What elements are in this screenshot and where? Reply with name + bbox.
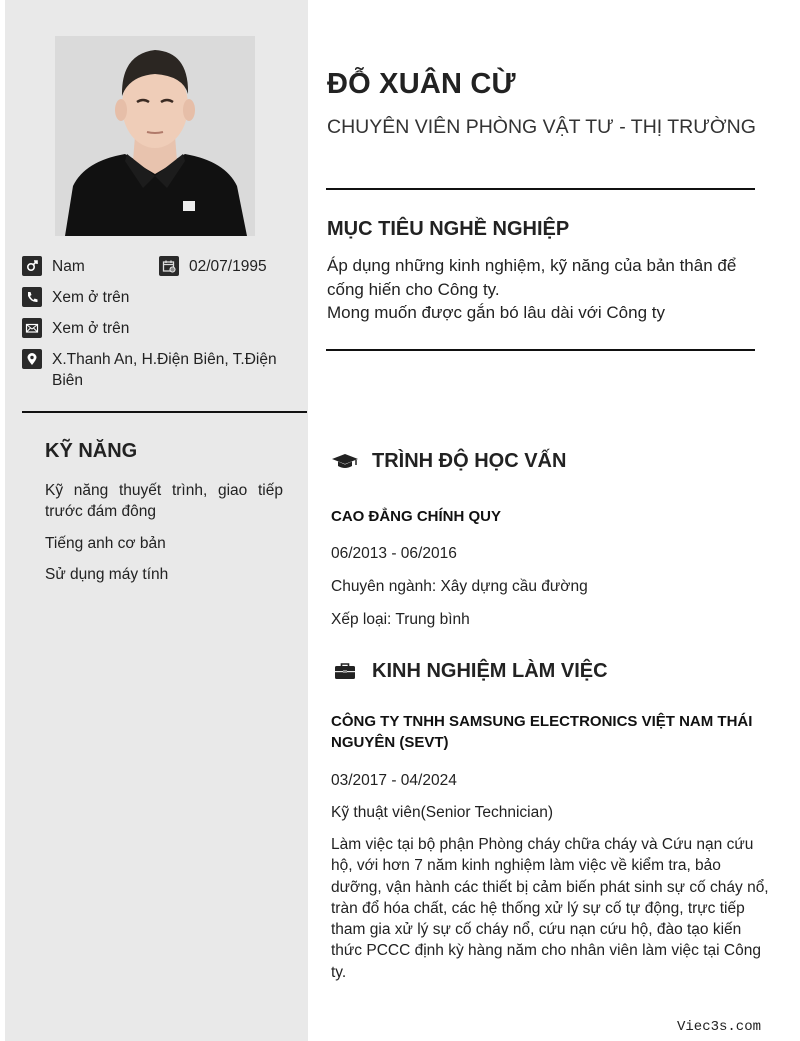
contact-email [22, 318, 129, 339]
experience-description: Làm việc tại bộ phận Phòng cháy chữa cháy và Cứu nạn cứu hộ, với hơn 7 năm kinh nghiệm làm việc về kiểm tra, bảo dưỡng, vận hành các thiết bị cảm biến phát sinh sự cố cháy nổ, tràn đổ hóa chất, các hệ thống xử lý sự cố tự động, trực tiếp tham gia xử lý sự cố cháy nổ, cứu nạn cứu hộ, đào tạo kiến thức PCCC định kỳ hàng năm cho nhân viên làm việc tại Công ty. [331, 836, 769, 981]
contact-phone [22, 287, 129, 308]
phone-value: Xem ở trên [52, 289, 130, 306]
skills-title: KỸ NĂNG [45, 440, 138, 462]
education-school: CAO ĐẲNG CHÍNH QUY [331, 508, 502, 525]
objective-line-2: Mong muốn được gắn bó lâu dài với Công ty [327, 303, 665, 322]
skill-item: Sử dụng máy tính [45, 566, 169, 583]
objective-divider [326, 349, 755, 351]
candidate-name: ĐỖ XUÂN CỪ [327, 68, 516, 100]
skill-item: Tiếng anh cơ bản [45, 535, 166, 552]
gender-value: Nam [52, 258, 85, 275]
contact-gender [22, 256, 85, 277]
candidate-job-title: CHUYÊN VIÊN PHÒNG VẬT TƯ - THỊ TRƯỜNG [327, 116, 756, 138]
profile-photo [55, 36, 255, 236]
experience-position: Kỹ thuật viên(Senior Technician) [331, 804, 554, 821]
objective-title: MỤC TIÊU NGHỀ NGHIỆP [327, 218, 570, 240]
sidebar-divider [22, 411, 307, 413]
email-value: Xem ở trên [52, 320, 130, 337]
gender-icon [22, 256, 42, 276]
contact-address [22, 349, 292, 391]
experience-company: CÔNG TY TNHH SAMSUNG ELECTRONICS VIỆT NAM THÁI NGUYÊN (SEVT) [331, 713, 753, 751]
objective-line-1: Áp dụng những kinh nghiệm, kỹ năng của bản thân để cống hiến cho Công ty. [327, 256, 737, 299]
portrait-image [55, 36, 255, 236]
objective-text [327, 254, 757, 325]
education-period: 06/2013 - 06/2016 [331, 545, 457, 562]
graduation-cap-icon [331, 452, 359, 472]
phone-icon [22, 287, 42, 307]
experience-period: 03/2017 - 04/2024 [331, 772, 457, 789]
address-value: X.Thanh An, H.Điện Biên, T.Điện Biên [52, 351, 277, 389]
watermark: Viec3s.com [677, 1019, 762, 1035]
birthdate-value: 02/07/1995 [189, 258, 267, 275]
contact-birthdate [159, 256, 267, 277]
education-major: Chuyên ngành: Xây dựng cầu đường [331, 578, 588, 595]
briefcase-icon [334, 661, 362, 681]
calendar-icon [159, 256, 179, 276]
education-grade: Xếp loại: Trung bình [331, 611, 470, 628]
email-icon [22, 318, 42, 338]
skill-item: Kỹ năng thuyết trình, giao tiếp trước đám đông [45, 482, 283, 520]
location-pin-icon [22, 349, 42, 369]
experience-title: KINH NGHIỆM LÀM VIỆC [372, 660, 608, 682]
education-title: TRÌNH ĐỘ HỌC VẤN [372, 450, 567, 472]
header-divider [326, 188, 755, 190]
